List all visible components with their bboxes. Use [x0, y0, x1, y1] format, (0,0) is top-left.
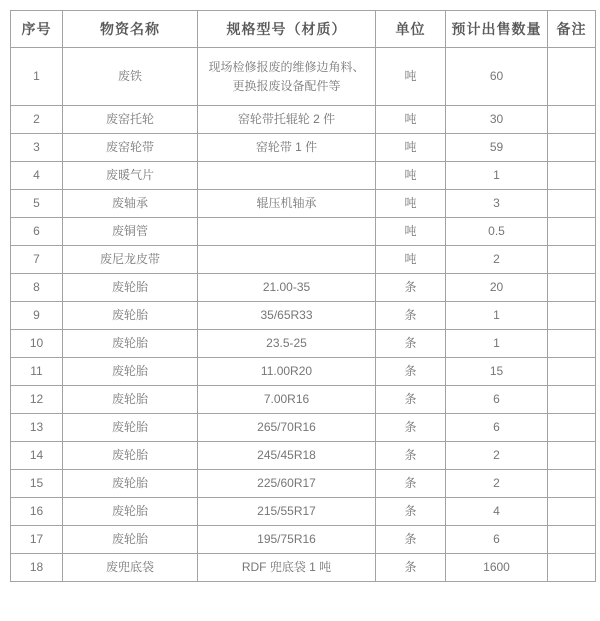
cell-quantity: 30: [446, 106, 548, 134]
cell-index: 16: [11, 498, 63, 526]
cell-note: [548, 106, 596, 134]
cell-note: [548, 470, 596, 498]
cell-index: 4: [11, 162, 63, 190]
cell-index: 6: [11, 218, 63, 246]
col-header-index: 序号: [11, 11, 63, 48]
cell-spec: 现场检修报废的维修边角料、更换报废设备配件等: [198, 48, 376, 106]
cell-unit: 条: [376, 274, 446, 302]
cell-quantity: 2: [446, 246, 548, 274]
cell-index: 10: [11, 330, 63, 358]
cell-material-name: 废窑托轮: [63, 106, 198, 134]
table-row: [11, 162, 596, 190]
cell-note: [548, 554, 596, 582]
cell-unit: 吨: [376, 48, 446, 106]
cell-note: [548, 358, 596, 386]
cell-unit: 条: [376, 526, 446, 554]
table-row: [11, 246, 596, 274]
cell-spec: 窑轮带托辊轮 2 件: [198, 106, 376, 134]
cell-spec: [198, 246, 376, 274]
table-row: [11, 386, 596, 414]
header-row: [11, 11, 596, 48]
materials-table: [10, 10, 596, 582]
cell-note: [548, 274, 596, 302]
cell-index: 5: [11, 190, 63, 218]
cell-spec: 265/70R16: [198, 414, 376, 442]
cell-quantity: 4: [446, 498, 548, 526]
table-row: [11, 302, 596, 330]
table-row: [11, 218, 596, 246]
table-row: [11, 470, 596, 498]
cell-unit: 条: [376, 414, 446, 442]
cell-unit: 吨: [376, 218, 446, 246]
cell-quantity: 0.5: [446, 218, 548, 246]
cell-material-name: 废窑轮带: [63, 134, 198, 162]
cell-material-name: 废铁: [63, 48, 198, 106]
cell-unit: 条: [376, 386, 446, 414]
cell-material-name: 废轮胎: [63, 526, 198, 554]
cell-spec: 225/60R17: [198, 470, 376, 498]
cell-material-name: 废轮胎: [63, 330, 198, 358]
cell-quantity: 2: [446, 470, 548, 498]
cell-spec: 195/75R16: [198, 526, 376, 554]
col-header-note: 备注: [548, 11, 596, 48]
table-row: [11, 48, 596, 106]
cell-index: 9: [11, 302, 63, 330]
table-row: [11, 190, 596, 218]
cell-note: [548, 442, 596, 470]
cell-unit: 吨: [376, 246, 446, 274]
cell-note: [548, 48, 596, 106]
cell-spec: 辊压机轴承: [198, 190, 376, 218]
cell-quantity: 6: [446, 414, 548, 442]
cell-note: [548, 414, 596, 442]
cell-spec: 21.00-35: [198, 274, 376, 302]
cell-quantity: 3: [446, 190, 548, 218]
cell-material-name: 废轮胎: [63, 470, 198, 498]
cell-index: 3: [11, 134, 63, 162]
cell-material-name: 废尼龙皮带: [63, 246, 198, 274]
cell-unit: 条: [376, 442, 446, 470]
cell-spec: [198, 218, 376, 246]
cell-quantity: 60: [446, 48, 548, 106]
cell-spec: RDF 兜底袋 1 吨: [198, 554, 376, 582]
cell-unit: 条: [376, 302, 446, 330]
cell-material-name: 废轮胎: [63, 414, 198, 442]
cell-index: 1: [11, 48, 63, 106]
cell-unit: 吨: [376, 134, 446, 162]
cell-index: 17: [11, 526, 63, 554]
col-header-quantity: 预计出售数量: [446, 11, 548, 48]
cell-quantity: 2: [446, 442, 548, 470]
cell-index: 7: [11, 246, 63, 274]
table-row: [11, 554, 596, 582]
cell-note: [548, 246, 596, 274]
cell-index: 2: [11, 106, 63, 134]
cell-material-name: 废轮胎: [63, 386, 198, 414]
table-body: [11, 48, 596, 582]
cell-unit: 吨: [376, 106, 446, 134]
table-row: [11, 526, 596, 554]
cell-note: [548, 498, 596, 526]
cell-material-name: 废轮胎: [63, 498, 198, 526]
cell-material-name: 废轮胎: [63, 358, 198, 386]
cell-spec: 11.00R20: [198, 358, 376, 386]
table-row: [11, 498, 596, 526]
col-header-spec: 规格型号（材质）: [198, 11, 376, 48]
table-row: [11, 414, 596, 442]
table-row: [11, 330, 596, 358]
cell-material-name: 废轮胎: [63, 442, 198, 470]
cell-quantity: 15: [446, 358, 548, 386]
cell-index: 13: [11, 414, 63, 442]
cell-note: [548, 162, 596, 190]
cell-unit: 条: [376, 358, 446, 386]
col-header-material-name: 物资名称: [63, 11, 198, 48]
cell-spec: 35/65R33: [198, 302, 376, 330]
cell-unit: 条: [376, 554, 446, 582]
cell-spec: 215/55R17: [198, 498, 376, 526]
cell-note: [548, 134, 596, 162]
cell-unit: 吨: [376, 162, 446, 190]
cell-material-name: 废轮胎: [63, 274, 198, 302]
cell-note: [548, 302, 596, 330]
cell-unit: 条: [376, 470, 446, 498]
cell-quantity: 59: [446, 134, 548, 162]
table-row: [11, 134, 596, 162]
cell-quantity: 6: [446, 526, 548, 554]
cell-index: 12: [11, 386, 63, 414]
cell-quantity: 20: [446, 274, 548, 302]
cell-material-name: 废铜管: [63, 218, 198, 246]
cell-index: 11: [11, 358, 63, 386]
cell-unit: 条: [376, 498, 446, 526]
cell-quantity: 1: [446, 302, 548, 330]
cell-note: [548, 386, 596, 414]
cell-material-name: 废轮胎: [63, 302, 198, 330]
cell-unit: 条: [376, 330, 446, 358]
cell-material-name: 废暖气片: [63, 162, 198, 190]
cell-spec: 窑轮带 1 件: [198, 134, 376, 162]
cell-spec: 7.00R16: [198, 386, 376, 414]
col-header-unit: 单位: [376, 11, 446, 48]
cell-note: [548, 330, 596, 358]
cell-spec: [198, 162, 376, 190]
cell-note: [548, 190, 596, 218]
cell-note: [548, 218, 596, 246]
cell-index: 8: [11, 274, 63, 302]
table-row: [11, 442, 596, 470]
cell-spec: 23.5-25: [198, 330, 376, 358]
cell-index: 15: [11, 470, 63, 498]
cell-note: [548, 526, 596, 554]
cell-quantity: 1: [446, 162, 548, 190]
cell-material-name: 废兜底袋: [63, 554, 198, 582]
cell-index: 14: [11, 442, 63, 470]
cell-quantity: 1600: [446, 554, 548, 582]
cell-spec: 245/45R18: [198, 442, 376, 470]
table-row: [11, 274, 596, 302]
cell-material-name: 废轴承: [63, 190, 198, 218]
table-row: [11, 358, 596, 386]
cell-index: 18: [11, 554, 63, 582]
table-row: [11, 106, 596, 134]
cell-quantity: 1: [446, 330, 548, 358]
cell-unit: 吨: [376, 190, 446, 218]
cell-quantity: 6: [446, 386, 548, 414]
